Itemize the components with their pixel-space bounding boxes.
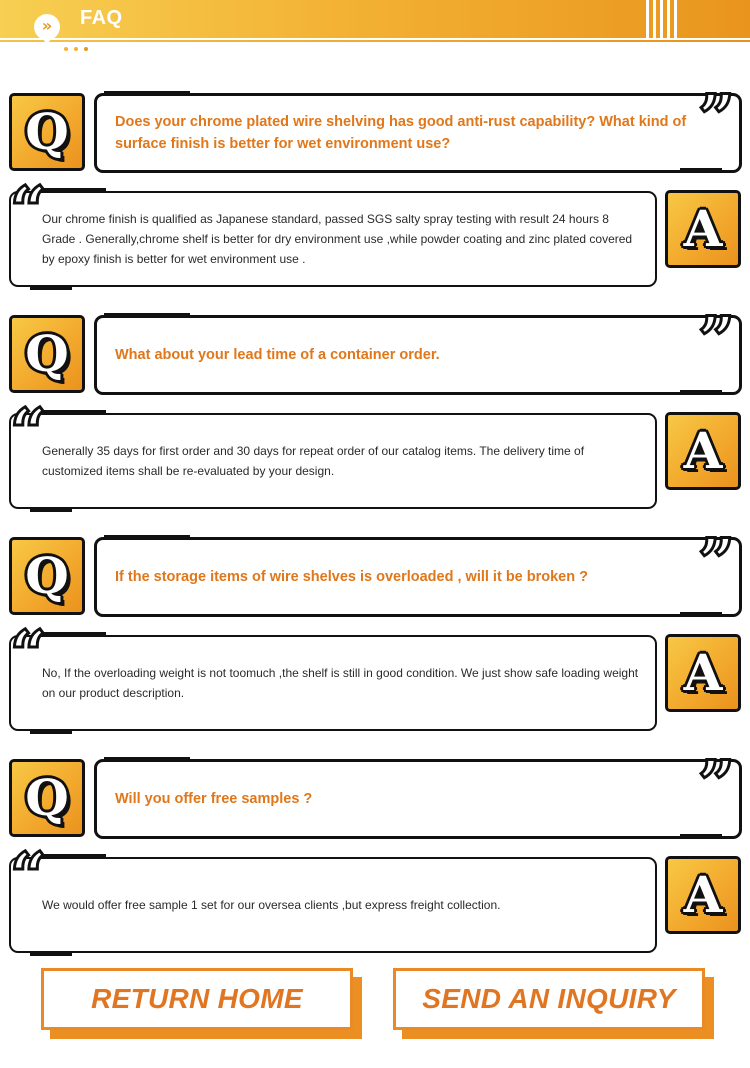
send-inquiry-button[interactable]: [393, 968, 705, 1030]
answer-text: Our chrome finish is qualified as Japanese standard, passed SGS salty spray testing with result 24 hours 8 Grade . Generally,chrome shelf is better for dry environment use ,while powder coating and zinc plated covered by epoxy finish is better for wet environment use .: [42, 212, 633, 266]
question-text: Will you offer free samples ?: [115, 791, 313, 807]
header-underline: [0, 40, 750, 42]
question-badge-letter: Q: [25, 102, 69, 161]
question-badge-icon: [9, 93, 85, 171]
answer-badge-letter: A: [683, 421, 723, 480]
answer-text: We would offer free sample 1 set for our oversea clients ,but express freight collection.: [42, 898, 501, 912]
question-text: Does your chrome plated wire shelving has good anti-rust capability? What kind of surface finish is better for wet environment use?: [115, 114, 687, 152]
question-badge-letter: Q: [25, 546, 69, 605]
close-quote-icon: ”: [698, 303, 735, 378]
question-badge-icon: [9, 537, 85, 615]
open-quote-icon: “: [10, 617, 47, 692]
chevron-down-icon: »: [41, 16, 53, 35]
question-badge-icon: [9, 315, 85, 393]
open-quote-icon: “: [10, 839, 47, 914]
answer-badge-icon: [665, 634, 741, 712]
question-badge-icon: [9, 759, 85, 837]
header-stripes-decoration: [642, 0, 682, 40]
chevron-down-pin-icon: [34, 14, 60, 40]
question-badge-letter: Q: [25, 324, 69, 383]
question-badge-letter: Q: [25, 768, 69, 827]
faq-item: [0, 747, 750, 981]
send-inquiry-label: SEND AN INQUIRY: [422, 983, 676, 1014]
answer-badge-letter: A: [683, 643, 723, 702]
dots-decoration: [64, 47, 88, 51]
answer-badge-letter: A: [683, 199, 723, 258]
answer-badge-icon: [665, 412, 741, 490]
faq-item: [0, 303, 750, 537]
return-home-label: RETURN HOME: [91, 983, 303, 1014]
page-title: FAQ: [80, 7, 123, 29]
close-quote-icon: ”: [698, 81, 735, 156]
answer-badge-icon: [665, 856, 741, 934]
close-quote-icon: ”: [698, 525, 735, 600]
answer-badge-letter: A: [683, 865, 723, 924]
question-text: What about your lead time of a container order.: [115, 347, 440, 363]
open-quote-icon: “: [10, 173, 47, 248]
question-text: If the storage items of wire shelves is overloaded , will it be broken ?: [115, 569, 588, 585]
return-home-button[interactable]: [41, 968, 353, 1030]
open-quote-icon: “: [10, 395, 47, 470]
answer-badge-icon: [665, 190, 741, 268]
answer-text: Generally 35 days for first order and 30 days for repeat order of our catalog items. The delivery time of customized items shall be re-evaluated by your design.: [42, 444, 585, 478]
close-quote-icon: ”: [698, 747, 735, 822]
faq-item: [0, 81, 750, 315]
faq-item: [0, 525, 750, 759]
answer-text: No, If the overloading weight is not toomuch ,the shelf is still in good condition. We just show safe loading weight on our product description.: [42, 666, 639, 700]
